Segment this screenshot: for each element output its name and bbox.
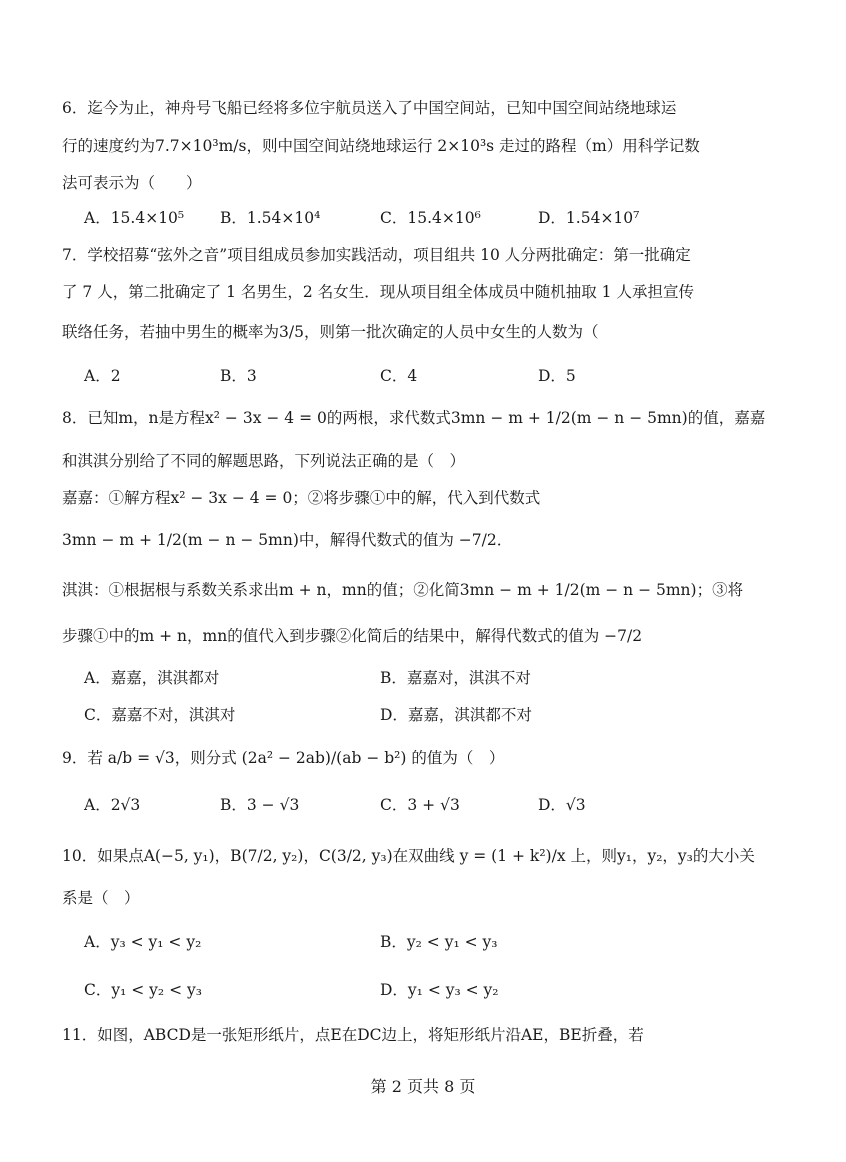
q7-option-b: B．3	[220, 367, 257, 385]
q8-line-6: 步骤①中的m + n，mn的值代入到步骤②化简后的结果中，解得代数式的值为 −7/2	[62, 627, 643, 645]
q8-line-2: 和淇淇分别给了不同的解题思路，下列说法正确的是（ ）	[62, 452, 466, 470]
q6-option-d: D．1.54×10⁷	[538, 209, 640, 227]
q7-option-a: A．2	[84, 367, 121, 385]
q9-option-b: B．3 − √3	[220, 796, 300, 814]
q6-option-a: A．15.4×10⁵	[84, 209, 185, 227]
q9-line-1: 9．若 a/b = √3，则分式 (2a² − 2ab)/(ab − b²) 的值为（ ）	[62, 749, 505, 767]
q6-option-b: B．1.54×10⁴	[220, 209, 321, 227]
q7-option-d: D．5	[538, 367, 576, 385]
q10-option-b: B．y₂ < y₁ < y₃	[380, 933, 498, 951]
q7-line-1: 7．学校招募“弦外之音”项目组成员参加实践活动，项目组共 10 人分两批确定：第一批确定	[62, 246, 691, 264]
q8-option-b: B．嘉嘉对，淇淇不对	[380, 669, 531, 687]
q7-option-c: C．4	[380, 367, 418, 385]
q8-option-d: D．嘉嘉，淇淇都不对	[380, 706, 532, 724]
q9-option-a: A．2√3	[84, 796, 141, 814]
q8-line-1: 8．已知m，n是方程x² − 3x − 4 = 0的两根，求代数式3mn − m + 1/2(m − n − 5mn)的值，嘉嘉	[62, 409, 766, 427]
q8-option-c: C．嘉嘉不对，淇淇对	[84, 706, 236, 724]
q6-option-c: C．15.4×10⁶	[380, 209, 481, 227]
q6-line-1: 6．迄今为止，神舟号飞船已经将多位宇航员送入了中国空间站，已知中国空间站绕地球运	[62, 99, 677, 117]
page-footer: 第 2 页共 8 页	[370, 1077, 476, 1096]
q8-line-4: 3mn − m + 1/2(m − n − 5mn)中，解得代数式的值为 −7/2．	[62, 531, 513, 549]
q8-line-5: 淇淇：①根据根与系数关系求出m + n，mn的值；②化简3mn − m + 1/2(m − n − 5mn)；③将	[62, 581, 744, 599]
q11-line-1: 11．如图，ABCD是一张矩形纸片，点E在DC边上，将矩形纸片沿AE，BE折叠，若	[62, 1026, 644, 1044]
q9-option-d: D．√3	[538, 796, 586, 814]
q10-option-d: D．y₁ < y₃ < y₂	[380, 981, 499, 999]
q9-option-c: C．3 + √3	[380, 796, 460, 814]
q10-line-1: 10．如果点A(−5, y₁)，B(7/2, y₂)，C(3/2, y₃)在双曲线 y = (1 + k²)/x 上，则y₁，y₂，y₃的大小关	[62, 847, 755, 865]
q10-line-2: 系是（ ）	[62, 889, 140, 907]
q7-line-2: 了 7 人，第二批确定了 1 名男生，2 名女生．现从项目组全体成员中随机抽取 1 人承担宣传	[62, 283, 694, 301]
q7-line-3: 联络任务，若抽中男生的概率为3/5，则第一批次确定的人员中女生的人数为（	[62, 323, 599, 341]
q8-line-3: 嘉嘉：①解方程x² − 3x − 4 = 0；②将步骤①中的解，代入到代数式	[62, 489, 541, 507]
q6-line-2: 行的速度约为7.7×10³m/s，则中国空间站绕地球运行 2×10³s 走过的路程（m）用科学记数	[62, 137, 700, 155]
q10-option-c: C．y₁ < y₂ < y₃	[84, 981, 202, 999]
q8-option-a: A．嘉嘉，淇淇都对	[84, 669, 220, 687]
q10-option-a: A．y₃ < y₁ < y₂	[84, 933, 202, 951]
q6-line-3: 法可表示为（ ）	[62, 174, 202, 192]
